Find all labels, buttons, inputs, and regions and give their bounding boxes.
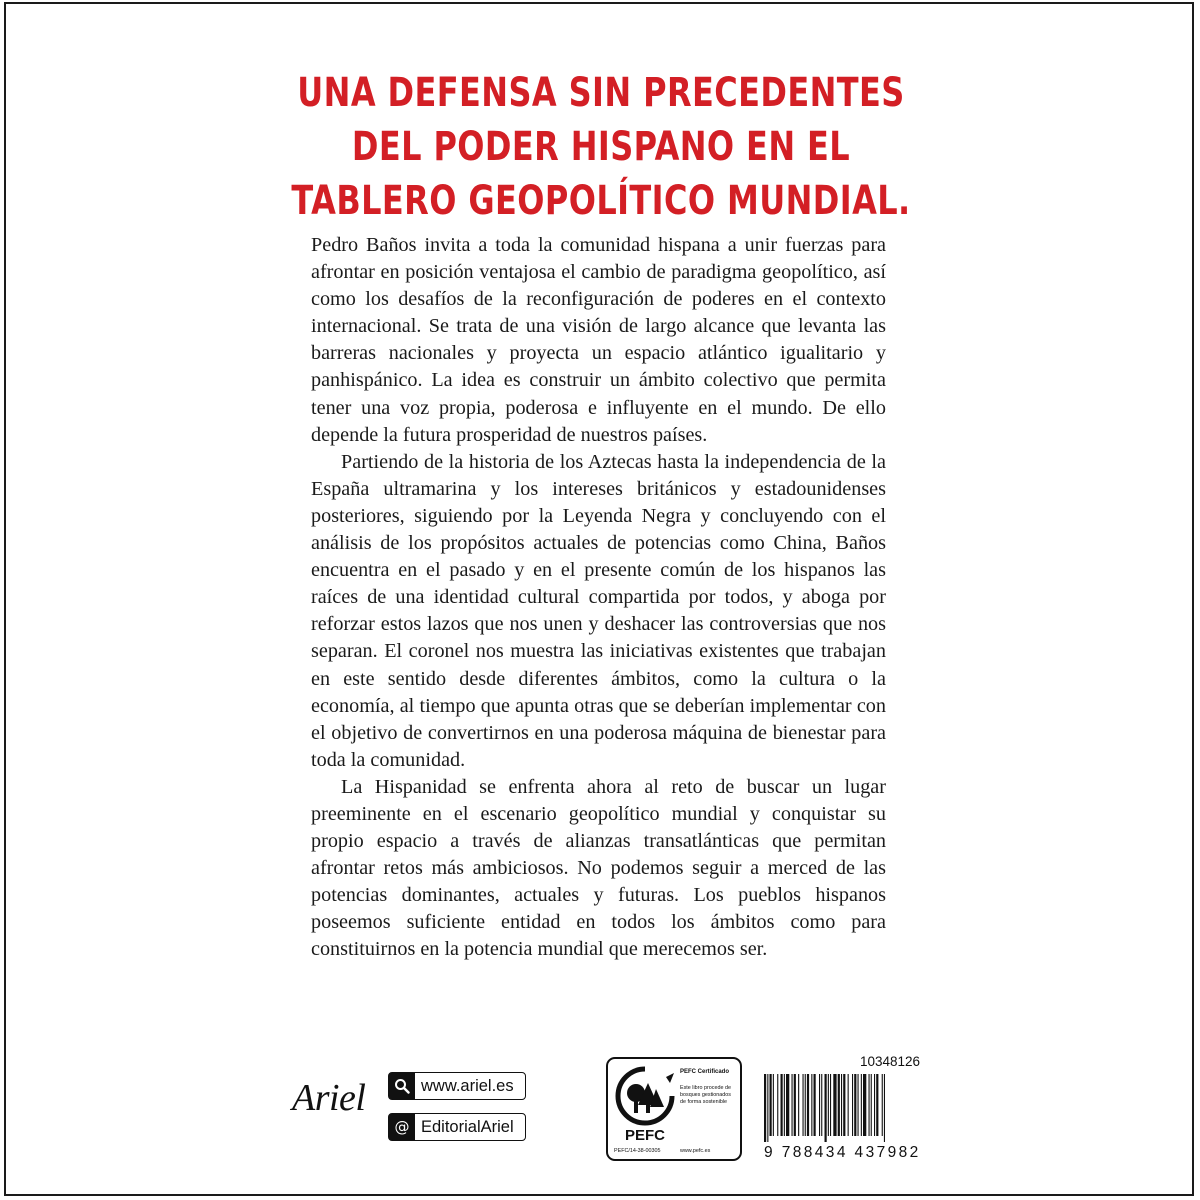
barcode-bar [843, 1074, 845, 1136]
barcode-bar [861, 1074, 862, 1136]
publisher-logo: Ariel [292, 1077, 366, 1119]
barcode-bar [814, 1074, 816, 1136]
pefc-logo-text: PEFC [624, 1127, 665, 1144]
headline-line-3: TABLERO GEOPOLÍTICO MUNDIAL. [291, 178, 911, 224]
barcode-bar [876, 1074, 878, 1136]
barcode-bar [803, 1074, 804, 1136]
barcode-bar [833, 1074, 836, 1136]
barcode [762, 1074, 918, 1142]
synopsis-paragraph-2: Partiendo de la historia de los Aztecas hasta la independencia de la España ultramarina y los intereses británicos y estadounidenses posteriores, siguiendo por la Leyenda Negra y concluyendo con el análisis de los propósitos actuales de potencias como China, Baños encuentra en el pasado y en el presente común de los hispanos las raíces de una identidad cultural compartida por todos, y aboga por reforzar estos lazos que nos unen y deshacer las controversias que nos separan. El coronel nos muestra las iniciativas existentes que trabajan en este sentido desde diferentes ámbitos, como la cultura o la economía, al tiempo que apunta otras que se deberían implementar con el objetivo de convertirnos en una poderosa máquina de bienestar para toda la comunidad. [311, 450, 886, 771]
isbn-number: 9 788434 437982 [764, 1144, 921, 1161]
barcode-bar [825, 1074, 827, 1142]
barcode-bar [869, 1074, 870, 1136]
back-cover [4, 2, 1194, 1196]
headline-line-2: DEL PODER HISPANO EN EL [351, 124, 851, 170]
pefc-code: PEFC/14-38-00305 [614, 1148, 661, 1154]
barcode-bar [821, 1074, 822, 1136]
barcode-bar [807, 1074, 809, 1136]
barcode-bar [884, 1074, 885, 1142]
barcode-bar [781, 1074, 783, 1136]
social-label: EditorialAriel [421, 1117, 514, 1136]
pefc-logo-icon [614, 1065, 676, 1127]
barcode-bar [764, 1074, 766, 1142]
barcode-bar [858, 1074, 859, 1136]
barcode-bar [838, 1074, 840, 1136]
barcode-bar [805, 1074, 806, 1136]
barcode-bar [874, 1074, 875, 1136]
pefc-url: www.pefc.es [680, 1148, 711, 1154]
barcode-bar [786, 1074, 789, 1136]
barcode-bar [784, 1074, 785, 1136]
barcode-bar [770, 1074, 772, 1136]
barcode-bar [767, 1074, 768, 1142]
barcode-bar [841, 1074, 842, 1136]
barcode-bar [798, 1074, 799, 1136]
social-handle[interactable] [388, 1113, 526, 1141]
barcode-bar [819, 1074, 820, 1136]
barcode-bar [773, 1074, 774, 1136]
website-label: www.ariel.es [421, 1076, 514, 1095]
barcode-bar [852, 1074, 853, 1136]
at-icon: @ [389, 1114, 415, 1140]
barcode-bar [830, 1074, 831, 1136]
barcode-bar [848, 1074, 849, 1136]
barcode-bar [811, 1074, 812, 1136]
barcode-bar [828, 1074, 829, 1136]
pefc-title: PEFC Certificado [680, 1069, 730, 1075]
synopsis-paragraph-3: La Hispanidad se enfrenta ahora al reto de buscar un lugar preeminente en el escenario geopolítico mundial y conquistar su propio espacio a través de alianzas transatlánticas que permitan afrontar retos más ambiciosos. No podemos seguir a merced de las potencias dominantes, actuales y futuras. Los pueblos hispanos poseemos suficiente entidad en todos los ámbitos como para constituirnos en la potencia mundial que merecemos ser. [311, 775, 886, 961]
pefc-certification [606, 1057, 742, 1161]
barcode-bar [777, 1074, 778, 1136]
website-link[interactable] [388, 1072, 526, 1100]
pefc-description: Este libro procede de bosques gestionados de forma sostenible [680, 1085, 731, 1105]
barcode-bar [854, 1074, 856, 1136]
synopsis [311, 232, 886, 964]
barcode-bar [792, 1074, 793, 1136]
barcode-bar [794, 1074, 796, 1136]
synopsis-paragraph-1: Pedro Baños invita a toda la comunidad hispana a unir fuerzas para afrontar en posición ventajosa el cambio de paradigma geopolítico, así como los desafíos de la reconfiguración de poderes en el contexto internacional. Se trata de una visión de largo alcance que levanta las barreras nacionales y proyecta un espacio atlántico igualitario y panhispánico. La idea es construir un ámbito colectivo que permita tener una voz propia, poderosa e influyente en el mundo. De ello depende la futura prosperidad de nuestros países. [311, 234, 886, 446]
barcode-bar [882, 1074, 883, 1136]
headline-line-1: UNA DEFENSA SIN PRECEDENTES [297, 70, 905, 116]
sku-number: 10348126 [860, 1054, 921, 1069]
headline [125, 66, 1077, 228]
barcode-bar [863, 1074, 866, 1136]
barcode-bar [871, 1074, 872, 1136]
search-icon [389, 1073, 415, 1099]
